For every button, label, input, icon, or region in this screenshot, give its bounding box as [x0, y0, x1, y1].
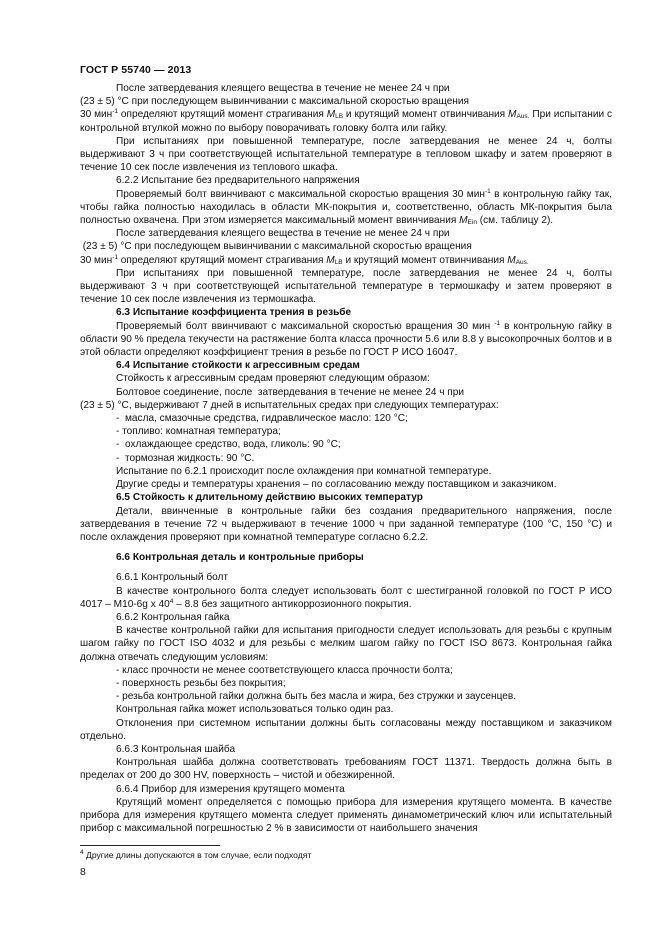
paragraph: При испытаниях при повышенной температуре, после затвердевания не менее 24 ч, болты выдерживают 3 ч при соответствующей испытательной температуре в тепловом шкафу и затем проверяют в течение 10 сек после извлечения из теплового шкафа.	[80, 135, 612, 174]
paragraph: Испытание по 6.2.1 происходит после охлаждения при комнатной температуре.	[116, 465, 492, 477]
paragraph: (23 ± 5) °С при последующем вывинчивании с максимальной скоростью вращения	[80, 96, 469, 108]
paragraph: При испытаниях при повышенной температуре, после затвердевания не менее 24 ч, болты выдерживают 3 ч при соответствующей испытательной температуре в термошкафу и затем проверяют в течение 10 сек после извлечения из термошкафа.	[80, 267, 612, 306]
paragraph: 6.4 Испытание стойкости к агрессивным средам	[116, 360, 360, 372]
paragraph: - топливо: комнатная температура;	[116, 426, 281, 438]
paragraph: 6.6.4 Прибор для измерения крутящего момента	[116, 783, 345, 795]
footnote-rule	[80, 845, 220, 846]
paragraph: Проверяемый болт ввинчивают с максимальной скоростью вращения 30 мин$^{-1}$ в контрольную гайку так, чтобы гайка полностью находилась в области МК-покрытия и, соответственно, область МК-покрытия была полностью охвачена. При этом измеряется максимальный момент ввинчивания $M_{Ein}$ (см. таблицу 2).	[80, 187, 612, 227]
paragraph: 30 мин$^{-1}$ определяют крутящий момент страгивания $M_{LB}$ и крутящий момент отвинчивания $M_{Aus.}$ При испытании с контрольной втулкой можно по выбору поворачивать головку болта или гайку.	[80, 108, 613, 134]
paragraph: 6.6.3 Контрольная шайба	[116, 743, 236, 755]
footnote: $^4$ Другие длины допускаются в том случае, если подходят	[80, 849, 312, 860]
paragraph: - охлаждающее средство, вода, гликоль: 90 °С;	[116, 439, 341, 451]
paragraph: Болтовое соединение, после затвердевания в течение не менее 24 ч при	[116, 386, 465, 398]
paragraph: - масла, смазочные средства, гидравлическое масло: 120 °С;	[116, 413, 408, 425]
paragraph: Отклонения при системном испытании должны быть согласованы между поставщиком и заказчиком отдельно.	[80, 717, 612, 742]
paragraph: После затвердевания клеящего вещества в течение не менее 24 ч при	[116, 83, 450, 94]
paragraph: 6.6 Контрольная деталь и контрольные приборы	[116, 552, 364, 564]
paragraph: Другие среды и температуры хранения – по согласованию между поставщиком и заказчиком.	[116, 479, 557, 491]
paragraph: 6.6.2 Контрольная гайка	[116, 611, 230, 623]
paragraph: После затвердевания клеящего вещества в течение не менее 24 ч при	[116, 228, 450, 240]
paragraph: 6.6.1 Контрольный болт	[116, 572, 229, 584]
paragraph: (23 ± 5) °С, выдерживают 7 дней в испытательных средах при следующих температурах:	[80, 399, 499, 411]
paragraph: - резьба контрольной гайки должна быть без масла и жира, без стружки и заусенцев.	[116, 691, 517, 703]
paragraph: Контрольная шайба должна соответствовать требованиям ГОСТ 11371. Твердость должна быть в пределах от 200 до 300 HV, поверхность – чистой и обезжиренной.	[80, 757, 612, 782]
running-header: ГОСТ Р 55740 — 2013	[80, 64, 192, 76]
paragraph: Детали, ввинченные в контрольные гайки без создания предварительного напряжения, после затвердевания в течение 72 ч выдерживают в течение 1000 ч при заданной температуре (100 °С, 150 °С) и после охлаждения проверяют при комнатной температуре согласно 6.2.2.	[80, 505, 612, 543]
paragraph: 6.3 Испытание коэффициента трения в резьбе	[116, 307, 352, 319]
paragraph: Проверяемый болт ввинчивают с максимальной скоростью вращения 30 мин $^{-1}$ в контрольную гайку в области 90 % предела текучести на растяжение болта класса прочности 5.6 или 8.8 у высокопрочных болтов и в этой области определяют коэффициент трения в резьбе по ГОСТ Р ИСО 16047.	[80, 319, 613, 359]
paragraph: В качестве контрольного болта следует использовать болт с шестигранной головкой по ГОСТ Р ИСО 4017 – М10-6g x $40^4 - 8.8$ без защитного антикоррозионного покрытия.	[80, 585, 612, 610]
paragraph: Контрольная гайка может использоваться только один раз.	[116, 704, 394, 716]
paragraph: 6.2.2 Испытание без предварительного напряжения	[116, 175, 360, 187]
paragraph: - тормозная жидкость: 90 °С.	[116, 452, 255, 464]
paragraph: (23 ± 5) °С при последующем вывинчивании с максимальной скоростью вращения	[80, 241, 472, 253]
paragraph: Стойкость к агрессивным средам проверяют следующим образом:	[116, 373, 430, 385]
paragraph: 30 мин$^{-1}$ определяют крутящий момент страгивания $M_{LB}$ и крутящий момент отвинчивания $M_{Aus.}$	[80, 253, 529, 266]
paragraph: - поверхность резьбы без покрытия;	[116, 677, 286, 689]
page-number: 8	[80, 866, 86, 878]
body-text	[80, 82, 612, 835]
paragraph: Крутящий момент определяется с помощью прибора для измерения крутящего момента. В качестве прибора для измерения крутящего момента следует применять динамометрический ключ или испытательный прибор с максимальной погрешностью 2 % в зависимости от наибольшего значения	[80, 796, 612, 835]
paragraph: 6.5 Стойкость к длительному действию высоких температур	[116, 492, 423, 504]
paragraph: - класс прочности не менее соответствующего класса прочности болта;	[116, 664, 453, 676]
paragraph: В качестве контрольной гайки для испытания пригодности следует использовать для резьбы с крупным шагом гайку по ГОСТ ISO 4032 и для резьбы с мелким шагом гайку по ГОСТ ISO 8673. Контрольная гайка должна отвечать следующим условиям:	[80, 625, 612, 663]
